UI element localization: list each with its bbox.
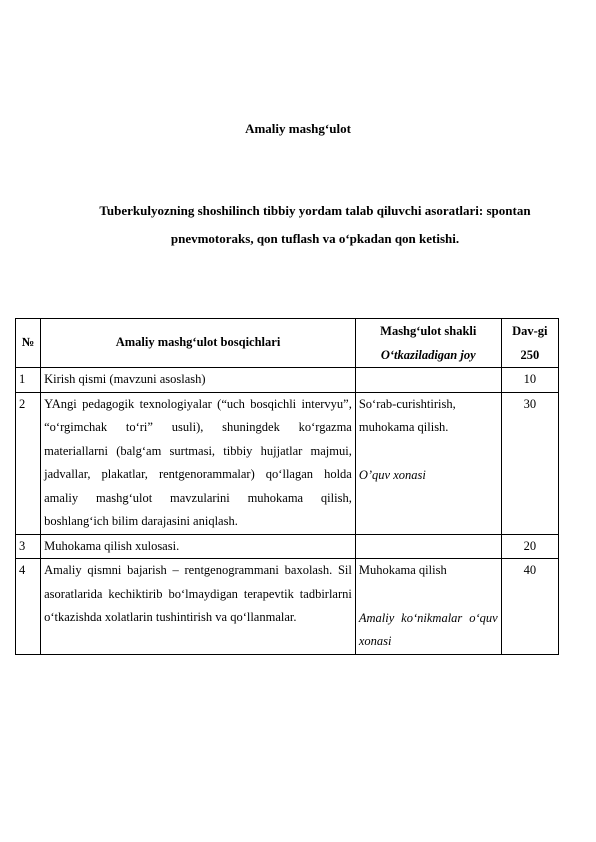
row-duration: 10: [501, 368, 558, 393]
row-number: 2: [16, 392, 41, 534]
row-form-place: [355, 392, 501, 534]
header-form: Mashg‘ulot shakli: [380, 324, 477, 338]
row-number: 1: [16, 368, 41, 393]
table-header-row: [16, 319, 559, 368]
row-steps: Amaliy qismni bajarish – rentgenogrammani baxolash. Sil asoratlarida kechiktirib bo‘lmaydigan terapevtik tadbirlarni o‘tkazishda xolatlarin tushintirish va qo‘llanmalar.: [41, 559, 356, 655]
row-form-place: [355, 534, 501, 559]
row-form: So‘rab-curishtirish, muhokama qilish.: [358, 396, 456, 434]
table-row: [16, 392, 559, 534]
row-steps: Kirish qismi (mavzuni asoslash): [41, 368, 356, 393]
header-place: O‘tkaziladigan joy: [380, 348, 476, 362]
row-place: O’quv xonasi: [358, 467, 426, 482]
header-form-place: [355, 319, 501, 368]
table-row: [16, 559, 559, 655]
header-duration-total: 250: [520, 348, 540, 362]
page-title: Amaliy mashg‘ulot: [245, 121, 351, 136]
header-number: №: [16, 319, 41, 368]
table-row: [16, 368, 559, 393]
row-form-place: [355, 559, 501, 655]
table-row: [16, 534, 559, 559]
row-number: 4: [16, 559, 41, 655]
lesson-topic: Tuberkulyozning shoshilinch tibbiy yordam talab qiluvchi asoratlari: spontan pnevmotoraks, qon tuflash va o‘pkadan qon ketishi.: [99, 203, 531, 246]
row-form-place: [355, 368, 501, 393]
lesson-plan-table: [15, 318, 559, 655]
row-form: Muhokama qilish: [358, 563, 447, 577]
header-duration: [501, 319, 558, 368]
row-duration: 20: [501, 534, 558, 559]
row-number: 3: [16, 534, 41, 559]
header-steps: Amaliy mashg‘ulot bosqichlari: [41, 319, 356, 368]
row-steps: YAngi pedagogik texnologiyalar (“uch bosqichli intervyu”, “o‘rgimchak to‘ri” usuli), shuningdek ko‘rgazma materiallarni (balg‘am surtmasi, tibbiy hujjatlar majmui, jadvallar, plakatlar, rentgenorammalar) qo‘llagan holda amaliy mashg‘ulot mavzularini muhokama qilish, boshlang‘ich bilim darajasini aniqlash.: [41, 392, 356, 534]
row-duration: 30: [501, 392, 558, 534]
row-place: Amaliy ko‘nikmalar o‘quv xonasi: [358, 610, 498, 648]
row-duration: 40: [501, 559, 558, 655]
row-steps: Muhokama qilish xulosasi.: [41, 534, 356, 559]
header-duration-label: Dav-gi: [512, 324, 548, 338]
